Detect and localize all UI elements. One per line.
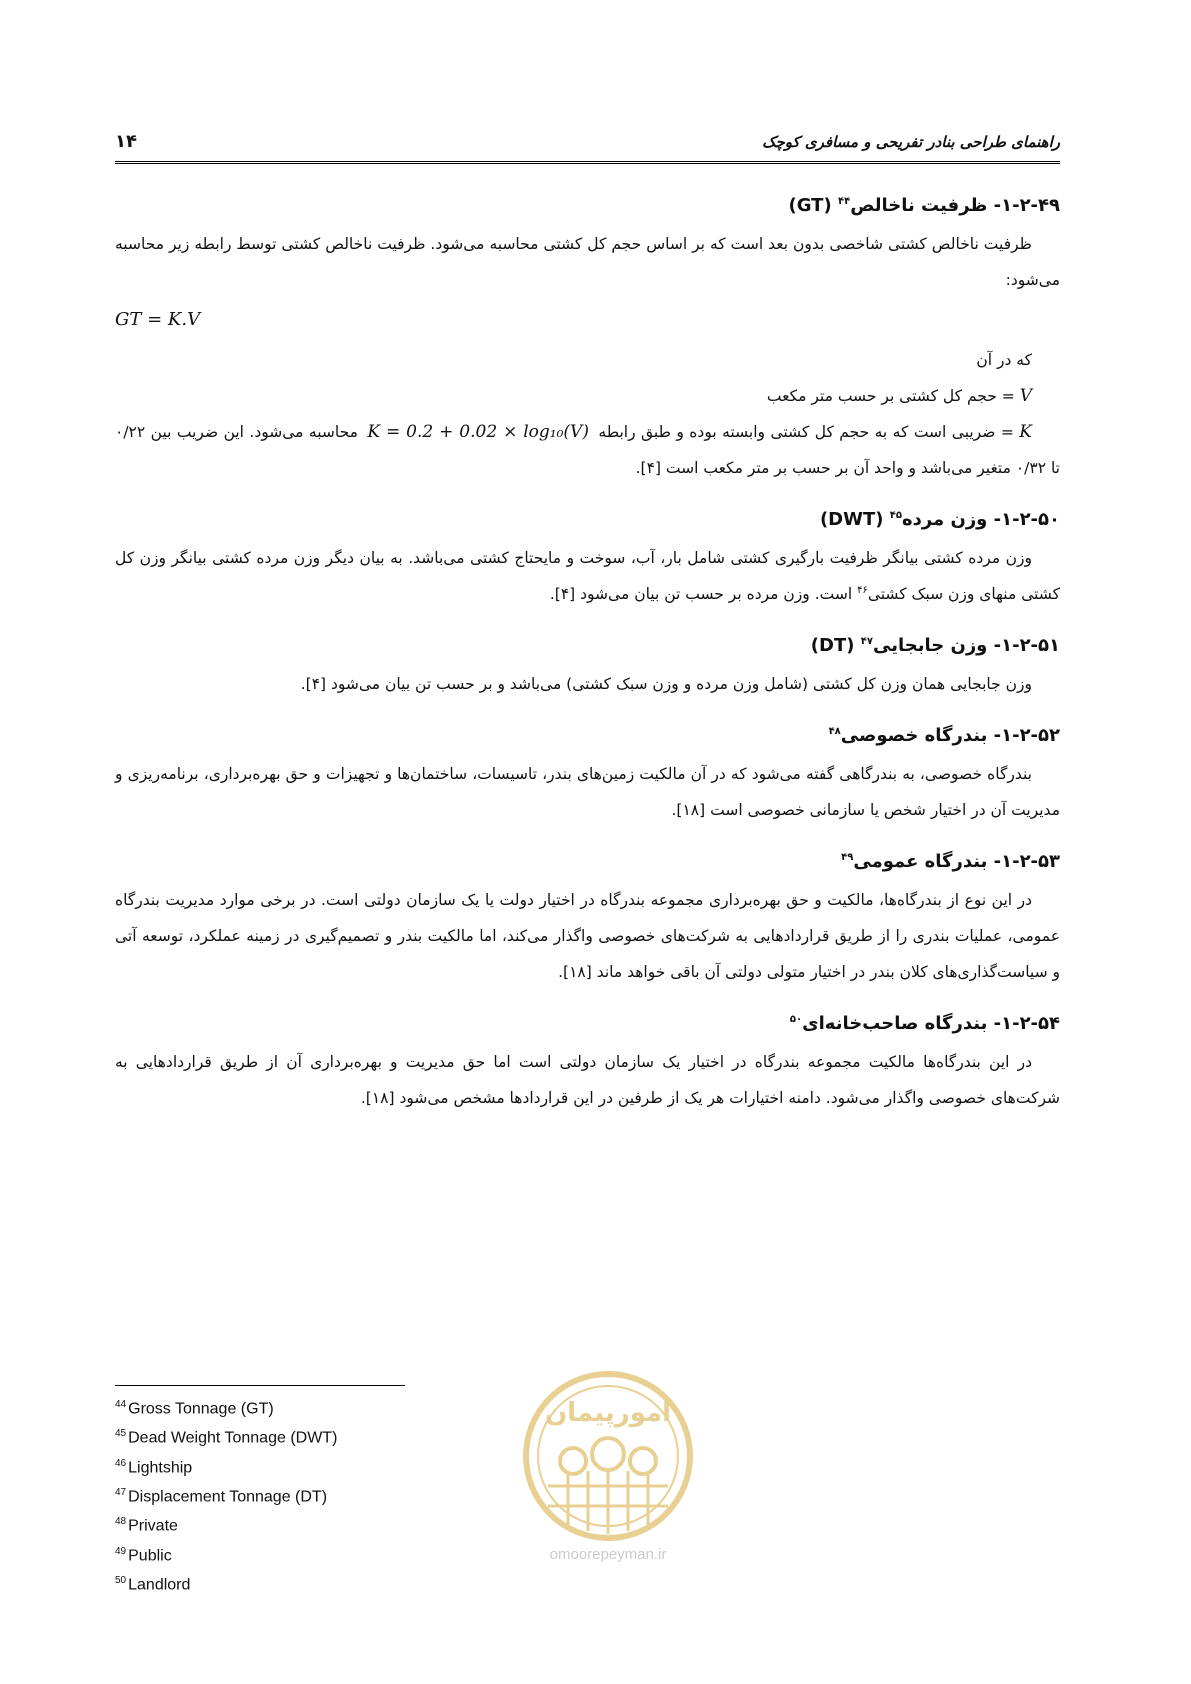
section-heading-displacement: ۱-۲-۵۱- وزن جابجایی$^{۴۷}$ (DT) [810,635,1060,656]
footnote-ref: ۴۹ [841,852,854,863]
footnote-item: $^{47}$ Displacement Tonnage (DT) [115,1486,328,1506]
section-heading-public-port: ۱-۲-۵۳- بندرگاه عمومی$^{۴۹}$ [841,851,1060,872]
formula-k: K = 0.2 + 0.02 × log₁₀(V) [367,422,589,442]
footnote-ref: ۴۸ [828,726,841,737]
running-title: راهنمای طراحی بنادر تفریحی و مسافری کوچک [762,133,1060,151]
footnote-ref: ۴۴ [837,196,851,207]
footnote-item: $^{45}$ Dead Weight Tonnage (DWT) [115,1428,338,1447]
page-number: ۱۴ [115,131,137,152]
footnotes [115,1392,515,1597]
footnote-ref: ۴۵ [889,510,902,521]
paragraph: ظرفیت ناخالص کشتی شاخصی بدون بعد است که بر اساس حجم کل کشتی محاسبه می‌شود. ظرفیت ناخالص کشتی توسط رابطه زیر محاسبه می‌شود: [115,235,1060,289]
paragraph: در این نوع از بندرگاه‌ها، مالکیت و حق بهره‌برداری مجموعه بندرگاه در اختیار دولت یا یک سازمان دولتی است. در برخی موارد مدیریت بندرگاه عمومی، عملیات بندری را از طریق قراردادهایی به شرکت‌های خصوصی واگذار می‌کند، اما مالکیت بندر و تصمیم‌گیری در زمینه عملکرد، توسعه آتی و سیاست‌گذاری‌های کلان بندر در اختیار متولی دولتی آن باقی خواهد ماند [۱۸]. [115,891,1060,981]
paragraph: وزن جابجایی همان وزن کل کشتی (شامل وزن مرده و وزن سبک کشتی) می‌باشد و بر حسب تن بیان می‌شود [۴]. [300,675,1032,693]
body-content [115,186,1060,1126]
svg-text:امورپیمان: امورپیمان [544,1398,672,1428]
paragraph: در این بندرگاه‌ها مالکیت مجموعه بندرگاه در اختیار یک سازمان دولتی است اما حق مدیریت و بهره‌برداری آن از طریق قراردادهایی به شرکت‌های خصوصی واگذار می‌شود. دامنه اختیارات هر یک از طرفین در این قراردادها مشخص می‌شود [۱۸]. [115,1053,1060,1107]
footnote-ref: ۵۰ [789,1014,803,1025]
footnote-item: $^{49}$ Public [115,1545,172,1564]
definition-k: K = ضریبی است که به حجم کل کشتی وابسته بوده و طبق رابطه K = 0.2 + 0.02 × log₁₀(V) محاسبه می‌شود. این ضریب بین ۰/۲۲ تا ۰/۳۲ متغیر می‌باشد و واحد آن بر حسب بر متر مکعب است [۴]. [115,422,1060,477]
footnote-ref: ۴۶ [857,584,868,596]
footnote-item: $^{50}$ Landlord [115,1574,191,1594]
footnote-ref: ۴۷ [860,636,873,647]
watermark-emblem-icon [503,1366,713,1546]
section-heading-dead-weight: ۱-۲-۵۰- وزن مرده$^{۴۵}$ (DWT) [819,509,1060,530]
watermark-logo [488,1366,728,1576]
paragraph: وزن مرده کشتی بیانگر ظرفیت بارگیری کشتی شامل بار، آب، سوخت و مایحتاج کشتی می‌باشد. به بیان دیگر وزن مرده کشتی بیانگر وزن کل کشتی منهای وزن سبک کشتی$^{۴۶}$ است. وزن مرده بر حسب تن بیان می‌شود [۴]. [115,549,1060,603]
page-header [115,125,1060,164]
definition-v: V = حجم کل کشتی بر حسب متر مکعب [766,386,1032,406]
equation-gt: GT = K.V [115,309,201,330]
footnote-divider [115,1385,405,1386]
footnote-item: $^{44}$ Gross Tonnage (GT) [115,1399,274,1418]
watermark-url: omoorepeyman.ir [549,1546,667,1563]
section-heading-gross-tonnage: ۱-۲-۴۹- ظرفیت ناخالص$^{۴۴}$ (GT) [788,195,1060,216]
section-heading-landlord-port: ۱-۲-۵۴- بندرگاه صاحب‌خانه‌ای$^{۵۰}$ [789,1013,1060,1034]
section-heading-private-port: ۱-۲-۵۲- بندرگاه خصوصی$^{۴۸}$ [828,725,1060,746]
paragraph: بندرگاه خصوصی، به بندرگاهی گفته می‌شود که در آن مالکیت زمین‌های بندر، تاسیسات، ساختمان‌ها و تجهیزات و حق بهره‌برداری، برنامه‌ریزی و مدیریت آن در اختیار شخص یا سازمانی خصوصی است [۱۸]. [115,765,1060,819]
footnote-item: $^{46}$ Lightship [115,1457,193,1476]
where-label: که در آن [976,351,1032,369]
footnote-item: $^{48}$ Private [115,1516,178,1535]
